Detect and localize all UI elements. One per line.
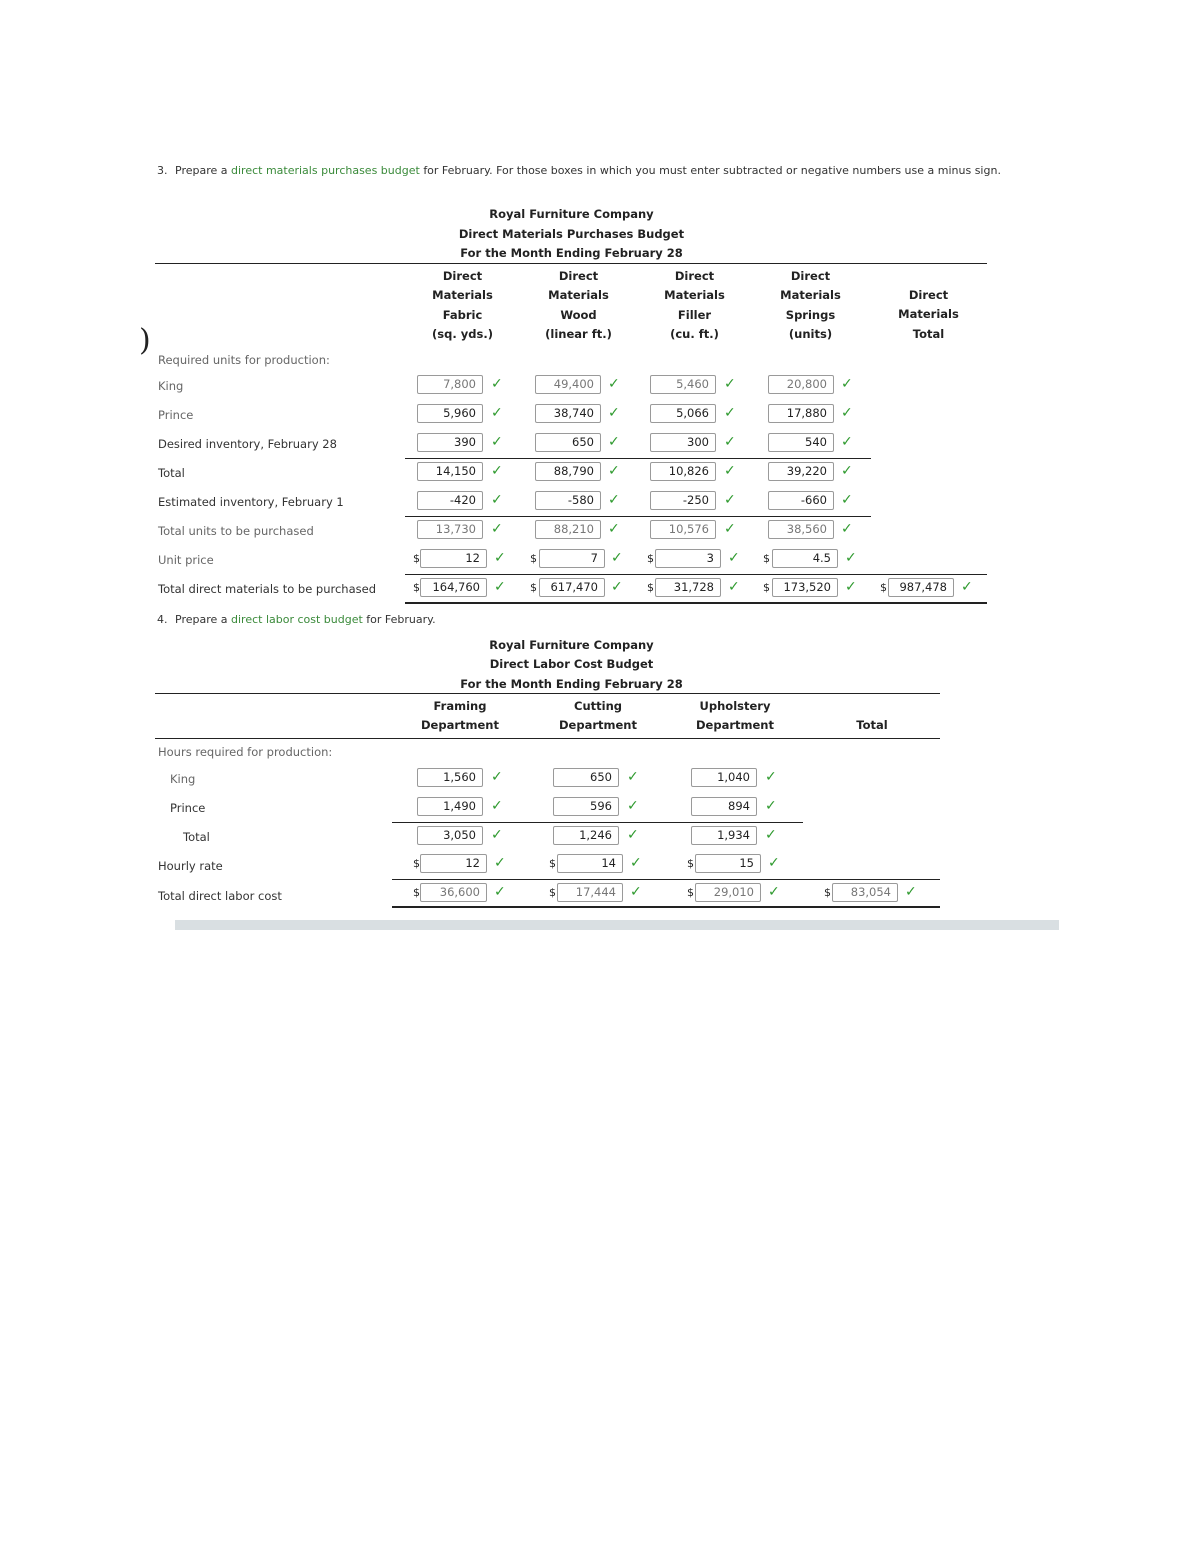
col-wood-header: Direct Materials Wood (linear ft.): [545, 269, 612, 341]
input-estimated-filler[interactable]: -250: [650, 491, 716, 510]
input-prince-filler[interactable]: 5,066: [650, 404, 716, 423]
input-prince-cutting[interactable]: 596: [553, 797, 619, 816]
check-icon: ✓: [630, 884, 642, 900]
input-desired-fabric[interactable]: 390: [417, 433, 483, 452]
question-text-post: for February. For those boxes in which you must enter subtracted or negative numbers use a minus sign.: [423, 164, 1001, 177]
check-icon: ✓: [627, 827, 639, 843]
input-king-filler[interactable]: 5,460: [650, 375, 716, 394]
col-springs-header: Direct Materials Springs (units): [780, 269, 841, 341]
check-icon: ✓: [768, 884, 780, 900]
question-text-pre: Prepare a: [175, 613, 228, 626]
dollar-sign: $: [549, 886, 556, 899]
check-icon: ✓: [841, 521, 853, 537]
col-cutting-header: Cutting Department: [559, 699, 637, 733]
dollar-sign: $: [763, 552, 770, 565]
input-laborcost-upholstery[interactable]: 29,010: [695, 883, 761, 902]
input-total-springs[interactable]: 39,220: [768, 462, 834, 481]
company-name: Royal Furniture Company: [489, 638, 654, 652]
check-icon: ✓: [627, 798, 639, 814]
check-icon: ✓: [728, 550, 740, 566]
input-rate-framing[interactable]: 12: [420, 854, 487, 873]
row-label-total-labor-cost: Total direct labor cost: [158, 889, 282, 903]
input-prince-fabric[interactable]: 5,960: [417, 404, 483, 423]
input-laborcost-cutting[interactable]: 17,444: [557, 883, 623, 902]
dollar-sign: $: [880, 581, 887, 594]
input-king-framing[interactable]: 1,560: [417, 768, 483, 787]
units-rule: [405, 516, 871, 517]
input-cost-filler[interactable]: 31,728: [655, 578, 721, 597]
input-total-filler[interactable]: 10,826: [650, 462, 716, 481]
row-label-desired-inventory: Desired inventory, February 28: [158, 437, 337, 451]
check-icon: ✓: [845, 579, 857, 595]
input-king-upholstery[interactable]: 1,040: [691, 768, 757, 787]
input-cost-springs[interactable]: 173,520: [772, 578, 838, 597]
input-prince-upholstery[interactable]: 894: [691, 797, 757, 816]
check-icon: ✓: [608, 376, 620, 392]
double-rule: [392, 906, 940, 908]
input-king-fabric[interactable]: 7,800: [417, 375, 483, 394]
row-label-unit-price: Unit price: [158, 553, 214, 567]
check-icon: ✓: [768, 855, 780, 871]
dollar-sign: $: [413, 857, 420, 870]
input-king-wood[interactable]: 49,400: [535, 375, 601, 394]
input-cost-wood[interactable]: 617,470: [539, 578, 605, 597]
stray-parenthesis: ): [139, 323, 151, 358]
check-icon: ✓: [494, 579, 506, 595]
check-icon: ✓: [724, 434, 736, 450]
row-label-king: King: [158, 379, 184, 393]
header-rule: [155, 693, 940, 694]
input-units-fabric[interactable]: 13,730: [417, 520, 483, 539]
check-icon: ✓: [611, 579, 623, 595]
input-price-springs[interactable]: 4.5: [772, 549, 838, 568]
input-king-springs[interactable]: 20,800: [768, 375, 834, 394]
total-rule: [405, 574, 987, 575]
header-bottom-rule: [155, 738, 940, 739]
input-laborcost-total[interactable]: 83,054: [832, 883, 898, 902]
check-icon: ✓: [611, 550, 623, 566]
input-total-cutting[interactable]: 1,246: [553, 826, 619, 845]
input-rate-cutting[interactable]: 14: [557, 854, 623, 873]
check-icon: ✓: [608, 463, 620, 479]
row-label-total: Total: [183, 830, 210, 844]
check-icon: ✓: [905, 884, 917, 900]
budget-period: For the Month Ending February 28: [460, 246, 683, 260]
check-icon: ✓: [491, 376, 503, 392]
check-icon: ✓: [494, 855, 506, 871]
input-desired-wood[interactable]: 650: [535, 433, 601, 452]
budget-title: Direct Labor Cost Budget: [489, 657, 654, 672]
col-upholstery-header: Upholstery Department: [696, 699, 774, 733]
check-icon: ✓: [765, 769, 777, 785]
dollar-sign: $: [530, 552, 537, 565]
materials-section-label: Required units for production:: [158, 353, 330, 367]
dollar-sign: $: [413, 886, 420, 899]
materials-budget-header: [0, 205, 1143, 264]
check-icon: ✓: [627, 769, 639, 785]
check-icon: ✓: [491, 769, 503, 785]
input-total-wood[interactable]: 88,790: [535, 462, 601, 481]
check-icon: ✓: [765, 798, 777, 814]
input-desired-springs[interactable]: 540: [768, 433, 834, 452]
check-icon: ✓: [491, 492, 503, 508]
row-label-prince: Prince: [158, 408, 194, 422]
col-total-header: Direct Materials Total: [898, 288, 959, 341]
input-prince-framing[interactable]: 1,490: [417, 797, 483, 816]
input-estimated-wood[interactable]: -580: [535, 491, 601, 510]
dollar-sign: $: [647, 581, 654, 594]
check-icon: ✓: [630, 855, 642, 871]
header-rule: [155, 263, 987, 264]
input-total-upholstery[interactable]: 1,934: [691, 826, 757, 845]
check-icon: ✓: [841, 376, 853, 392]
horizontal-scrollbar[interactable]: [175, 920, 1059, 930]
row-label-total: Total: [158, 466, 185, 480]
input-units-wood[interactable]: 88,210: [535, 520, 601, 539]
total-rule: [392, 879, 940, 880]
dollar-sign: $: [763, 581, 770, 594]
input-units-springs[interactable]: 38,560: [768, 520, 834, 539]
dollar-sign: $: [530, 581, 537, 594]
question-number: 3.: [157, 164, 168, 177]
input-price-wood[interactable]: 7: [539, 549, 605, 568]
check-icon: ✓: [608, 492, 620, 508]
input-total-framing[interactable]: 3,050: [417, 826, 483, 845]
subtotal-rule: [405, 458, 871, 459]
check-icon: ✓: [841, 463, 853, 479]
input-cost-fabric[interactable]: 164,760: [420, 578, 487, 597]
question-text-post: for February.: [366, 613, 436, 626]
check-icon: ✓: [608, 434, 620, 450]
budget-period: For the Month Ending February 28: [460, 676, 683, 691]
check-icon: ✓: [491, 434, 503, 450]
input-prince-wood[interactable]: 38,740: [535, 404, 601, 423]
direct-materials-link[interactable]: direct materials purchases budget: [231, 164, 420, 177]
row-label-estimated-inventory: Estimated inventory, February 1: [158, 495, 344, 509]
row-label-units-to-purchase: Total units to be purchased: [158, 524, 314, 538]
check-icon: ✓: [841, 492, 853, 508]
col-framing-header: Framing Department: [421, 699, 499, 733]
check-icon: ✓: [724, 521, 736, 537]
question-text-pre: Prepare a: [175, 164, 228, 177]
dollar-sign: $: [413, 581, 420, 594]
check-icon: ✓: [494, 884, 506, 900]
row-label-total-purchased: Total direct materials to be purchased: [158, 582, 377, 596]
company-name: Royal Furniture Company: [489, 207, 654, 221]
input-price-fabric[interactable]: 12: [420, 549, 487, 568]
check-icon: ✓: [765, 827, 777, 843]
col-labor-total-header: Total: [856, 718, 888, 732]
input-laborcost-framing[interactable]: 36,600: [420, 883, 487, 902]
input-king-cutting[interactable]: 650: [553, 768, 619, 787]
row-label-king: King: [170, 772, 196, 786]
check-icon: ✓: [724, 463, 736, 479]
col-fabric-header: Direct Materials Fabric (sq. yds.): [432, 269, 493, 341]
check-icon: ✓: [724, 405, 736, 421]
input-units-filler[interactable]: 10,576: [650, 520, 716, 539]
dollar-sign: $: [647, 552, 654, 565]
check-icon: ✓: [841, 405, 853, 421]
question-4-text: [157, 613, 436, 626]
subtotal-rule: [392, 822, 803, 823]
dollar-sign: $: [824, 886, 831, 899]
row-label-prince: Prince: [170, 801, 206, 815]
labor-budget-header: [0, 636, 1143, 694]
dollar-sign: $: [413, 552, 420, 565]
input-estimated-springs[interactable]: -660: [768, 491, 834, 510]
check-icon: ✓: [491, 405, 503, 421]
check-icon: ✓: [845, 550, 857, 566]
check-icon: ✓: [961, 579, 973, 595]
dollar-sign: $: [687, 886, 694, 899]
input-price-filler[interactable]: 3: [655, 549, 721, 568]
input-desired-filler[interactable]: 300: [650, 433, 716, 452]
double-rule: [405, 602, 987, 604]
input-prince-springs[interactable]: 17,880: [768, 404, 834, 423]
check-icon: ✓: [728, 579, 740, 595]
row-label-hourly-rate: Hourly rate: [158, 859, 223, 873]
dollar-sign: $: [687, 857, 694, 870]
check-icon: ✓: [724, 376, 736, 392]
input-cost-total[interactable]: 987,478: [888, 578, 954, 597]
budget-title: Direct Materials Purchases Budget: [458, 226, 685, 241]
col-filler-header: Direct Materials Filler (cu. ft.): [664, 269, 725, 341]
check-icon: ✓: [491, 798, 503, 814]
question-number: 4.: [157, 613, 168, 626]
labor-section-label: Hours required for production:: [158, 745, 333, 759]
check-icon: ✓: [491, 521, 503, 537]
direct-labor-link[interactable]: direct labor cost budget: [231, 613, 363, 626]
check-icon: ✓: [608, 521, 620, 537]
input-total-fabric[interactable]: 14,150: [417, 462, 483, 481]
input-rate-upholstery[interactable]: 15: [695, 854, 761, 873]
input-estimated-fabric[interactable]: -420: [417, 491, 483, 510]
check-icon: ✓: [724, 492, 736, 508]
check-icon: ✓: [841, 434, 853, 450]
check-icon: ✓: [608, 405, 620, 421]
dollar-sign: $: [549, 857, 556, 870]
check-icon: ✓: [491, 463, 503, 479]
check-icon: ✓: [491, 827, 503, 843]
question-3-text: [157, 164, 1001, 177]
check-icon: ✓: [494, 550, 506, 566]
